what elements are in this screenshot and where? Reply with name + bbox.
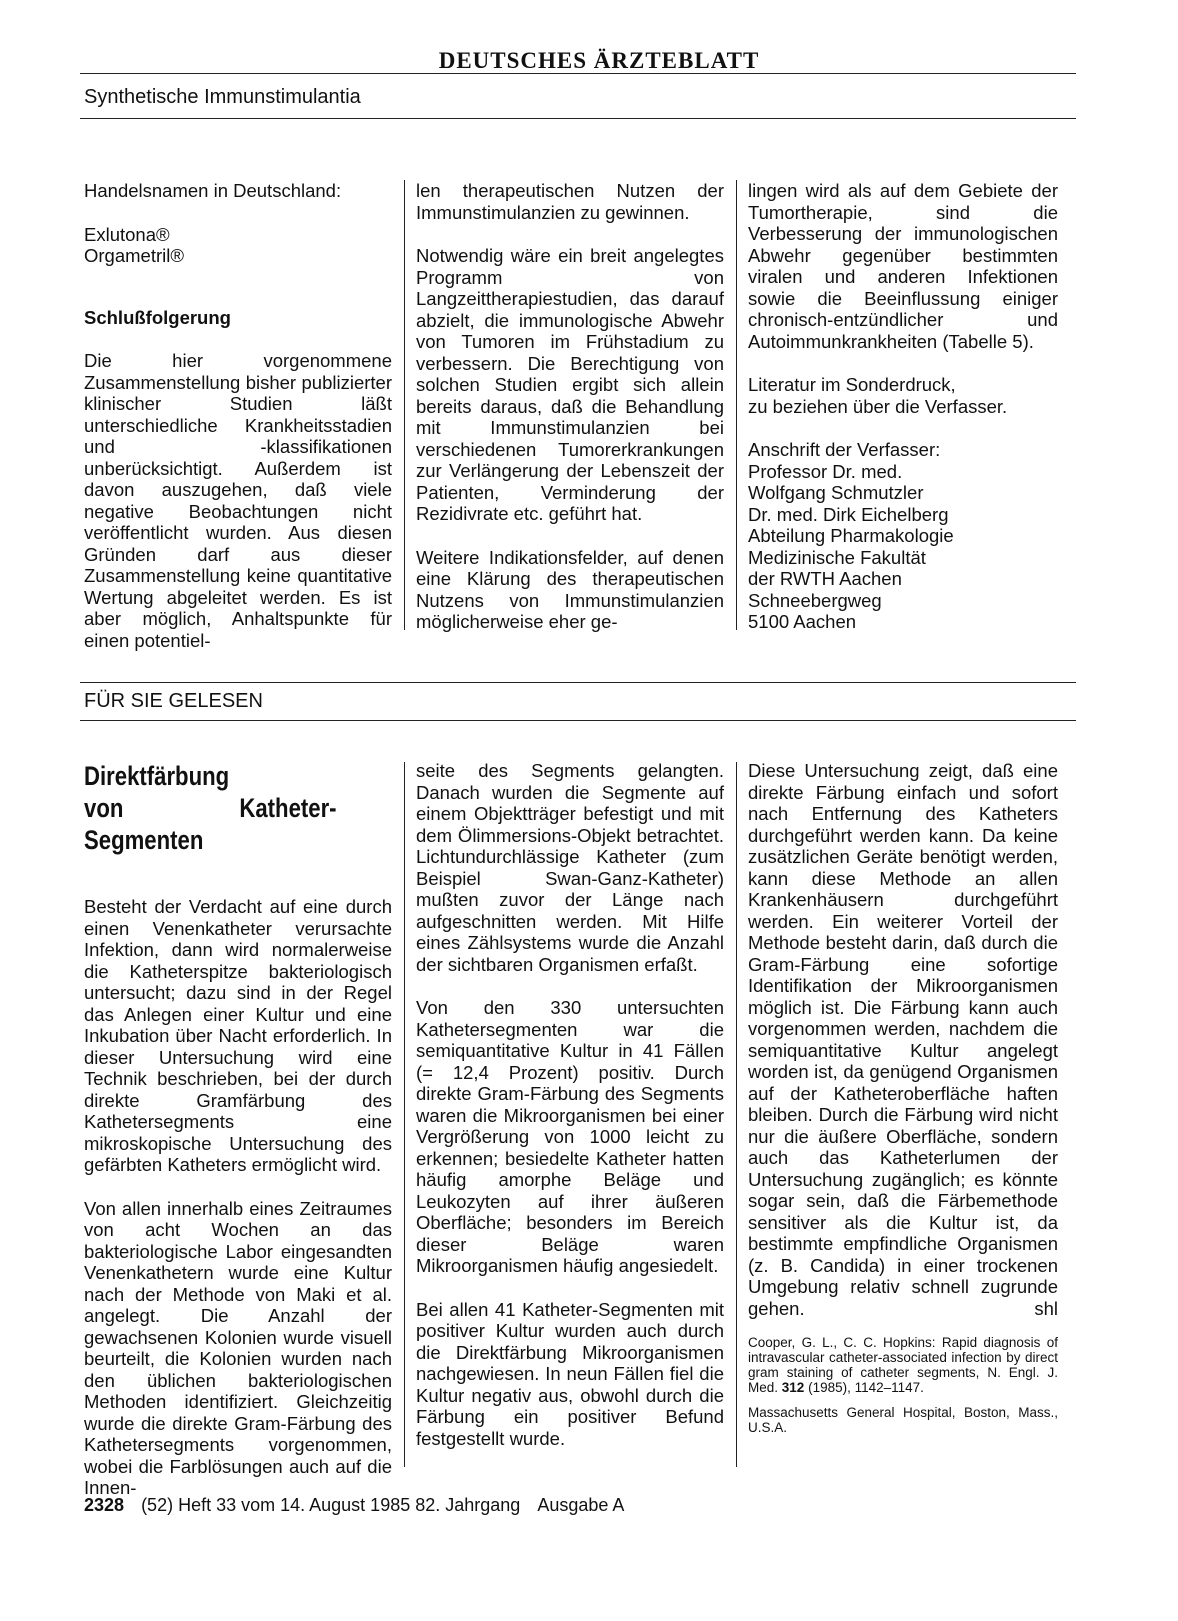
address-line: Abteilung Pharmakologie: [748, 525, 954, 546]
column-divider: [736, 762, 737, 1467]
address-line: Anschrift der Verfasser:: [748, 439, 941, 460]
paragraph: Von allen innerhalb eines Zeitraumes von acht Wochen an das bakteriologische Labor eingesandten Venenkathetern wurde eine Kultur nach der Methode von Maki et al. angelegt. Die Anzahl der gewachsenen Kolonien wurde visuell beurteilt, die Kolonien wurden nach den üblichen bakteriologischen Methoden identifiziert. Gleichzeitig wurde die direkte Gram-Färbung des Kathetersegments vorgenommen, wobei die Farblösungen auch auf die Innen-: [84, 1197, 392, 1498]
trade-name: Exlutona®: [84, 223, 170, 245]
address-line: Professor Dr. med.: [748, 460, 903, 482]
article-title-line: von Katheter-Segmenten: [84, 793, 337, 855]
header-rule: [80, 118, 1076, 119]
paragraph: Von den 330 untersuchten Kathetersegmenten war die semiquantitative Kultur in 41 Fällen (= 12,4 Prozent) positiv. Durch direkte Gram-Färbung des Segments waren die Mikroorganismen bei einer Vergrößerung von 1000 leicht zu erkennen; besiedelte Katheter hatten häufig amorphe Beläge und Leukozyten auf ihrer äußeren Oberfläche; besonders im Bereich dieser Beläge waren Mikroorganismen häufig angesiedelt.: [416, 997, 724, 1276]
article-title-line: Direktfärbung: [84, 761, 230, 791]
running-head: Synthetische Immunstimulantia: [84, 86, 361, 108]
trade-name: Orgametril®: [84, 245, 184, 266]
reference-tail: (1985), 1142–1147.: [808, 1380, 924, 1395]
address-line: Wolfgang Schmutzler: [748, 482, 924, 503]
reference-volume: 312: [781, 1380, 805, 1395]
paragraph: Weitere Indikationsfelder, auf denen eine Klärung des therapeutischen Nutzens von Immunstimulanzien möglicherweise eher ge-: [416, 546, 724, 632]
paragraph-text: Diese Untersuchung zeigt, daß eine direkte Färbung einfach und sofort nach Entfernung des Katheters durchgeführt werden kann. Da keine zusätzlichen Geräte benötigt werden, kann diese Methode an allen Krankenhäusern durchgeführt werden. Ein weiterer Vorteil der Methode besteht darin, daß durch die Gram-Färbung eine sofortige Identifikation der Mikroorganismen möglich ist. Die Färbung kann auch vorgenommen werden, nachdem die semiquantitative Kultur angelegt worden ist, da genügend Organismen auf der Katheteroberfläche haften bleiben. Durch die Färbung wird nicht nur die äußere Oberfläche, sondern auch das Katheterlumen der Untersuchung zugänglich; es könnte sogar sein, daß die Färbemethode sensitiver als die Kultur ist, da bestimmte empfindliche Organismen (z. B. Candida) in einer trockenen Umgebung relativ schnell zugrunde gehen.: [748, 760, 1058, 1319]
column-divider: [404, 762, 405, 1467]
bottom-column-2: [416, 760, 724, 1471]
issue-info: (52) Heft 33 vom 14. August 1985 82. Jahrgang: [141, 1495, 521, 1515]
bottom-column-1: [84, 760, 392, 1521]
section-label: FÜR SIE GELESEN: [84, 690, 263, 712]
paragraph: seite des Segments gelangten. Danach wurden die Segmente auf einem Objektträger befestigt und mit dem Ölimmersions-Objekt betrachtet. Lichtundurchlässige Katheter (zum Beispiel Swan-Ganz-Katheter) mußten zuvor der Länge nach aufgeschnitten werden. Mit Hilfe eines Zählsystems wurde die Anzahl der sichtbaren Organismen erfaßt.: [416, 760, 724, 975]
edition: Ausgabe A: [537, 1495, 625, 1515]
section-rule: [80, 682, 1076, 683]
paragraph: Die hier vorgenommene Zusammenstellung bisher publizierter klinischer Studien läßt unterschiedliche Krankheitsstadien und -klassifikationen unberücksichtigt. Außerdem ist davon auszugehen, daß viele negative Beobachtungen nicht veröffentlicht wurden. Aus diesen Gründen darf aus dieser Zusammenstellung keine quantitative Wertung abgeleitet werden. Es ist aber möglich, Anhaltspunkte für einen potentiel-: [84, 350, 392, 651]
address-line: Dr. med. Dirk Eichelberg: [748, 503, 949, 525]
paragraph: Besteht der Verdacht auf eine durch einen Venenkatheter verursachte Infektion, dann wird normalerweise die Katheterspitze bakteriologisch untersucht; dazu sind in der Regel das Anlegen einer Kultur und eine Inkubation über Nacht erforderlich. In dieser Untersuchung wird eine Technik beschrieben, bei der durch direkte Gramfärbung des Kathetersegments eine mikroskopische Untersuchung des gefärbten Katheters ermöglicht wird.: [84, 896, 392, 1175]
subheading: Schlußfolgerung: [84, 306, 231, 328]
page-number: 2328: [84, 1495, 125, 1515]
article-title: [84, 760, 337, 856]
address-line: der RWTH Aachen: [748, 568, 902, 589]
address-line: Schneebergweg: [748, 589, 882, 611]
top-column-3: [748, 180, 1058, 633]
page-footer: [84, 1495, 624, 1516]
paragraph: Notwendig wäre ein breit angelegtes Programm von Langzeittherapiestudien, das darauf abzielt, die immunologische Abwehr von Tumoren im Frühstadium zu verbessern. Die Berechtigung von solchen Studien ergibt sich allein bereits daraus, daß die Behandlung mit Immunstimulanzien bei verschiedenen Tumorerkrankungen zur Verlängerung der Lebenszeit der Patienten, Verminderung der Rezidivrate etc. geführt hat.: [416, 245, 724, 524]
paragraph: Bei allen 41 Katheter-Segmenten mit positiver Kultur wurden auch durch die Direktfärbung Mikroorganismen nachgewiesen. In neun Fällen fiel die Kultur negativ aus, obwohl durch die Färbung ein positiver Befund festgestellt wurde.: [416, 1298, 724, 1449]
bottom-column-3: [748, 760, 1058, 1445]
reference: [748, 1335, 1058, 1395]
literature-note: zu beziehen über die Verfasser.: [748, 395, 1008, 417]
author-address: [748, 439, 1058, 633]
paragraph: [748, 760, 1058, 1319]
top-column-1: [84, 180, 392, 673]
masthead: DEUTSCHES ÄRZTEBLATT: [438, 48, 760, 73]
author-signature: shl: [1034, 1297, 1058, 1319]
masthead-rule: [80, 73, 1076, 74]
trade-names-heading: Handelsnamen in Deutschland:: [84, 180, 342, 201]
affiliation: Massachusetts General Hospital, Boston, Mass., U.S.A.: [748, 1405, 1058, 1435]
column-divider: [404, 180, 405, 630]
address-line: Medizinische Fakultät: [748, 546, 926, 568]
top-column-2: [416, 180, 724, 655]
column-divider: [736, 180, 737, 630]
paragraph: lingen wird als auf dem Gebiete der Tumortherapie, sind die Verbesserung der immunologischen Abwehr gegenüber bestimmten viralen und anderen Infektionen sowie die Beeinflussung einiger chronisch-entzündlicher und Autoimmunkrankheiten (Tabelle 5).: [748, 180, 1058, 352]
literature-note: Literatur im Sonderdruck,: [748, 374, 956, 395]
address-line: 5100 Aachen: [748, 611, 857, 632]
paragraph: len therapeutischen Nutzen der Immunstimulanzien zu gewinnen.: [416, 180, 724, 223]
reference-text: Cooper, G. L., C. C. Hopkins: Rapid diagnosis of intravascular catheter-associated infection by direct gram staining of catheter segments, N. Engl. J. Med.: [748, 1335, 1058, 1395]
section-rule: [80, 720, 1076, 721]
